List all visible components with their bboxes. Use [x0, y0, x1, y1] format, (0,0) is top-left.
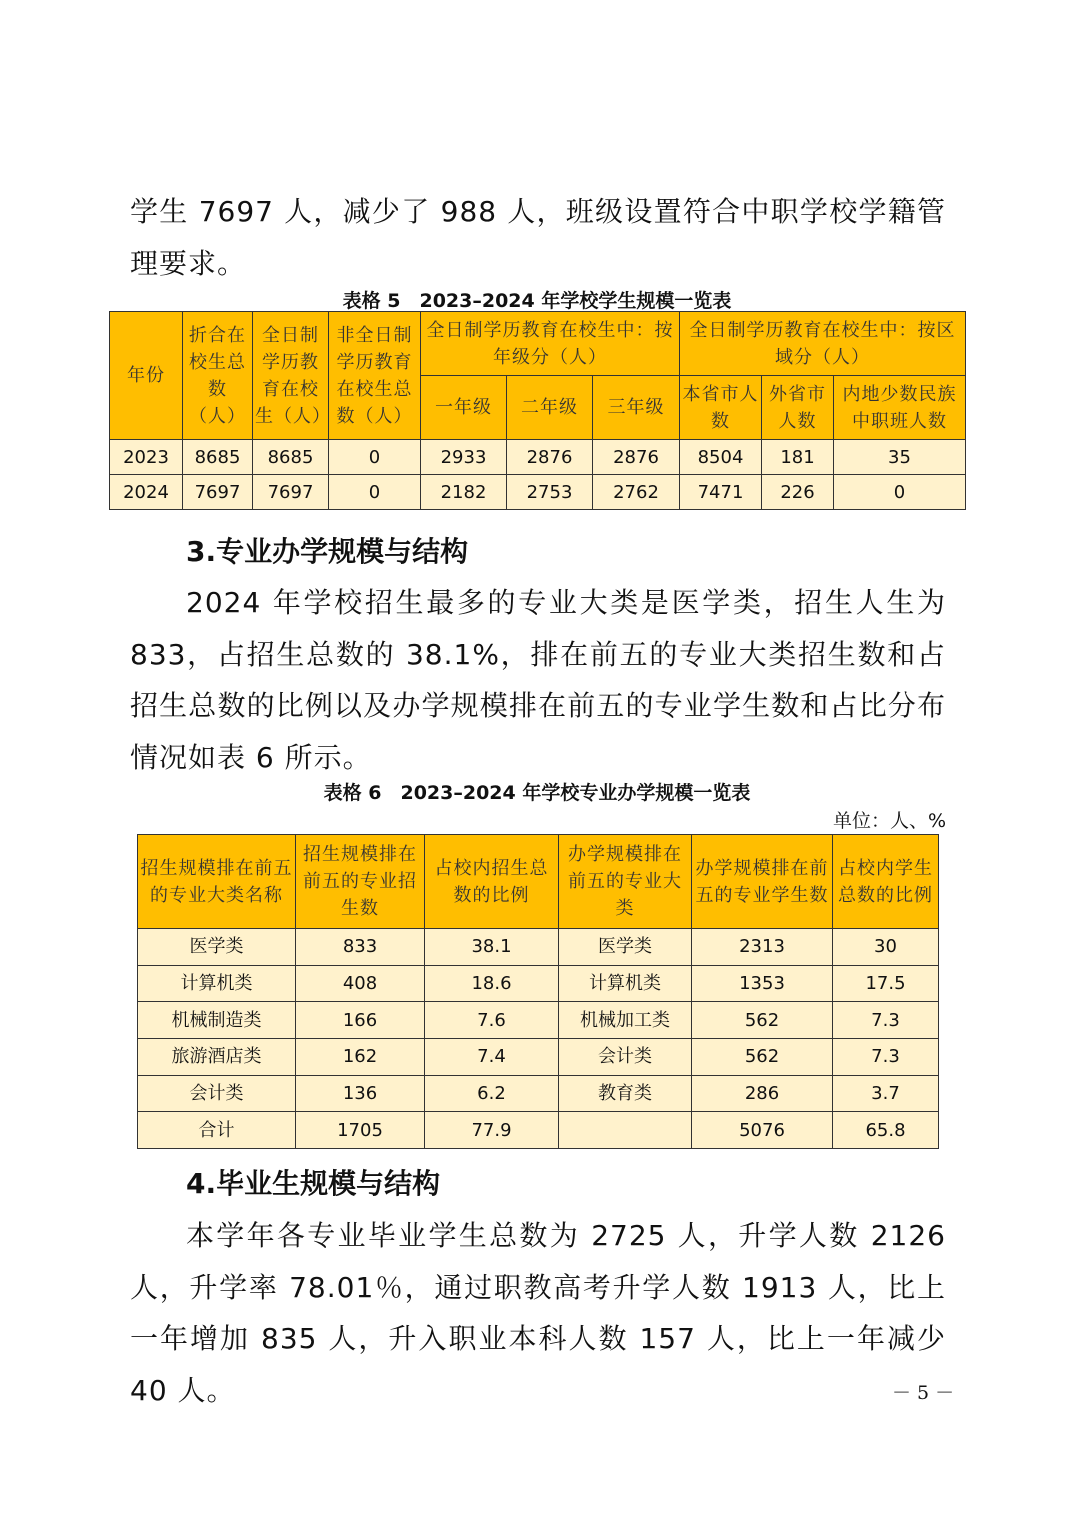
table-cell: 1353 [692, 965, 833, 1002]
table-cell: 2876 [593, 440, 680, 475]
table-cell: 2182 [421, 475, 507, 510]
header-by-grade: 全日制学历教育在校生中：按年级分（人） [421, 312, 680, 376]
header-outside-students: 外省市人数 [762, 376, 834, 440]
section4-heading: 4.毕业生规模与结构 [186, 1167, 441, 1200]
table-cell: 562 [692, 1039, 833, 1076]
table-cell: 562 [692, 1002, 833, 1039]
table-row [138, 1039, 939, 1076]
student-scale-table [109, 311, 966, 510]
table-cell: 机械加工类 [559, 1002, 692, 1039]
table-cell [559, 1112, 692, 1149]
header-nonfulltime-students: 非全日制学历教育在校生总数（人） [329, 312, 421, 440]
table-cell: 17.5 [833, 965, 939, 1002]
header-year: 年份 [110, 312, 183, 440]
table-row [110, 475, 966, 510]
table-total-row [138, 1112, 939, 1149]
table-cell: 7.4 [425, 1039, 559, 1076]
table-cell: 医学类 [559, 929, 692, 966]
major-scale-table [137, 834, 939, 1149]
table-cell: 2024 [110, 475, 183, 510]
table-cell: 教育类 [559, 1075, 692, 1112]
table-cell: 2933 [421, 440, 507, 475]
table-cell: 医学类 [138, 929, 296, 966]
table-row [138, 1075, 939, 1112]
header-minority-class: 内地少数民族中职班人数 [834, 376, 966, 440]
page-number: － 5 － [892, 1382, 955, 1404]
table-cell: 合计 [138, 1112, 296, 1149]
table-cell: 162 [296, 1039, 425, 1076]
table-row [138, 929, 939, 966]
table-cell: 计算机类 [138, 965, 296, 1002]
header-enroll-major: 招生规模排在前五的专业大类名称 [138, 835, 296, 929]
table-row [110, 440, 966, 475]
table-cell: 0 [329, 440, 421, 475]
header-by-region: 全日制学历教育在校生中：按区域分（人） [680, 312, 966, 376]
section3-paragraph: 2024 年学校招生最多的专业大类是医学类，招生人生为 833，占招生总数的 38.1%，排在前五的专业大类招生数和占招生总数的比例以及办学规模排在前五的专业学生数和占比分布情况如表 6 所示。 [130, 586, 946, 774]
table-cell: 会计类 [559, 1039, 692, 1076]
table-cell: 7471 [680, 475, 762, 510]
table-cell: 166 [296, 1002, 425, 1039]
table-cell: 181 [762, 440, 834, 475]
table-cell: 7.6 [425, 1002, 559, 1039]
table-cell: 38.1 [425, 929, 559, 966]
table-cell: 136 [296, 1075, 425, 1112]
table-cell: 计算机类 [559, 965, 692, 1002]
header-total-students: 折合在校生总数（人） [183, 312, 253, 440]
table-cell: 30 [833, 929, 939, 966]
table-cell: 2023 [110, 440, 183, 475]
section3-heading: 3.专业办学规模与结构 [186, 535, 469, 568]
table-cell: 0 [329, 475, 421, 510]
table-cell: 会计类 [138, 1075, 296, 1112]
table-cell: 8504 [680, 440, 762, 475]
section4-paragraph: 本学年各专业毕业学生总数为 2725 人，升学人数 2126 人，升学率 78.01％，通过职教高考升学人数 1913 人，比上一年增加 835 人，升入职业本科人数 157 人，比上一年减少 40 人。 [130, 1219, 946, 1407]
header-local-students: 本省市人数 [680, 376, 762, 440]
table-cell: 7697 [183, 475, 253, 510]
table-cell: 7.3 [833, 1039, 939, 1076]
table-cell: 2876 [507, 440, 593, 475]
table5-caption: 表格 5 2023–2024 年学校学生规模一览表 [342, 290, 732, 312]
table6-caption: 表格 6 2023–2024 年学校专业办学规模一览表 [323, 782, 751, 804]
table-cell: 机械制造类 [138, 1002, 296, 1039]
table-row [138, 1002, 939, 1039]
table-cell: 7697 [253, 475, 329, 510]
table-cell: 1705 [296, 1112, 425, 1149]
header-enroll-count: 招生规模排在前五的专业招生数 [296, 835, 425, 929]
header-fulltime-students: 全日制学历教育在校生（人） [253, 312, 329, 440]
intro-paragraph: 学生 7697 人，减少了 988 人，班级设置符合中职学校学籍管理要求。 [130, 195, 946, 280]
table-cell: 6.2 [425, 1075, 559, 1112]
header-grade-1: 一年级 [421, 376, 507, 440]
table-cell: 35 [834, 440, 966, 475]
table-cell: 5076 [692, 1112, 833, 1149]
table-cell: 0 [834, 475, 966, 510]
table-cell: 226 [762, 475, 834, 510]
header-enroll-ratio: 占校内招生总数的比例 [425, 835, 559, 929]
table-cell: 2762 [593, 475, 680, 510]
header-grade-3: 三年级 [593, 376, 680, 440]
header-scale-ratio: 占校内学生总数的比例 [833, 835, 939, 929]
table-cell: 8685 [183, 440, 253, 475]
header-scale-count: 办学规模排在前五的专业学生数 [692, 835, 833, 929]
table-cell: 65.8 [833, 1112, 939, 1149]
table-cell: 833 [296, 929, 425, 966]
table-cell: 286 [692, 1075, 833, 1112]
table-cell: 2753 [507, 475, 593, 510]
table-cell: 18.6 [425, 965, 559, 1002]
table-cell: 408 [296, 965, 425, 1002]
table-cell: 8685 [253, 440, 329, 475]
header-grade-2: 二年级 [507, 376, 593, 440]
table-cell: 旅游酒店类 [138, 1039, 296, 1076]
table-cell: 2313 [692, 929, 833, 966]
header-scale-major: 办学规模排在前五的专业大类 [559, 835, 692, 929]
table-row [138, 965, 939, 1002]
table6-unit: 单位：人、% [832, 810, 946, 832]
table-cell: 77.9 [425, 1112, 559, 1149]
table-cell: 7.3 [833, 1002, 939, 1039]
table-cell: 3.7 [833, 1075, 939, 1112]
